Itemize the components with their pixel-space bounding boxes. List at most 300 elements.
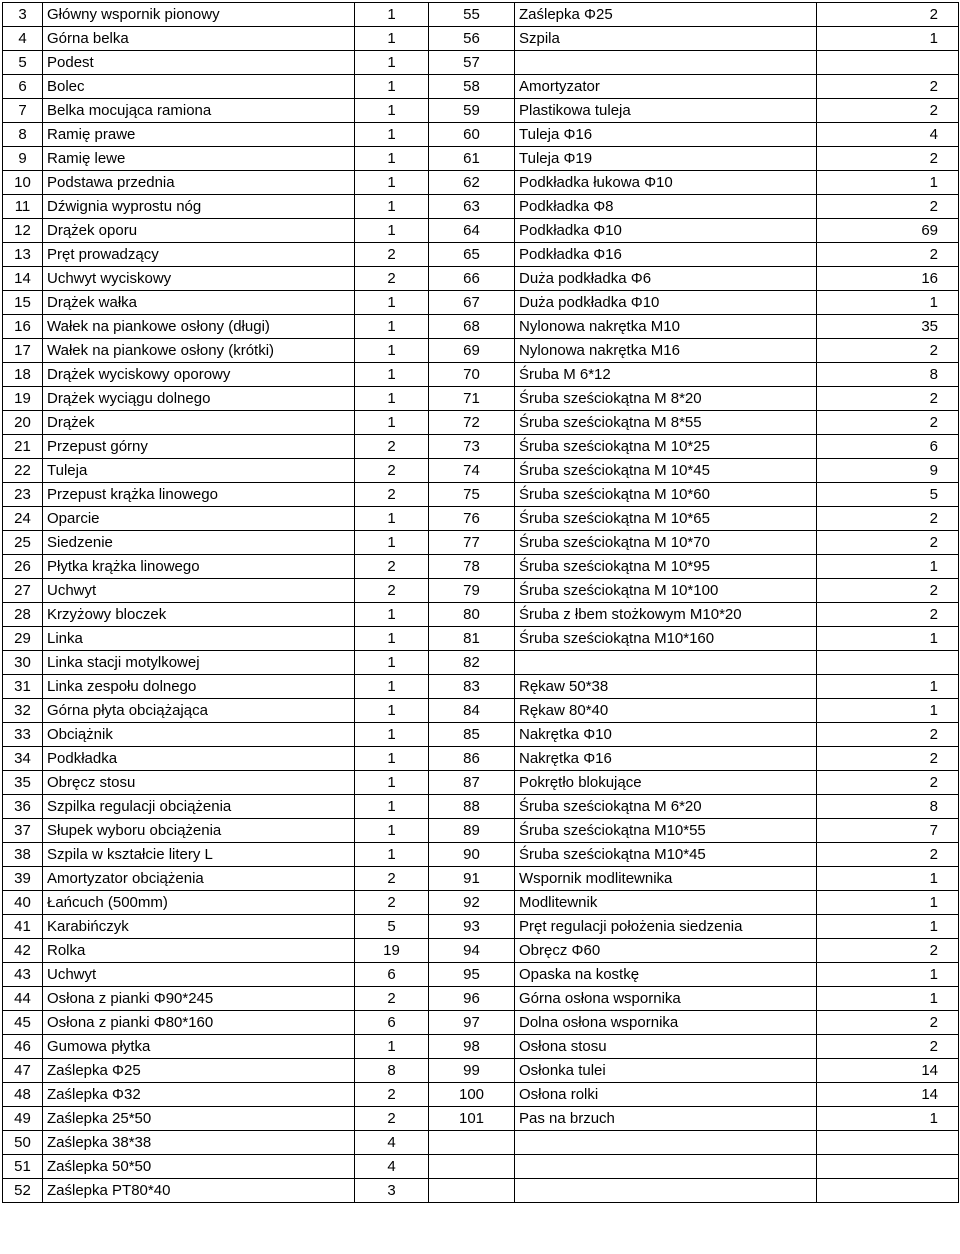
part-number-cell: 60 xyxy=(429,123,515,147)
part-name-cell: Pas na brzuch xyxy=(515,1107,817,1131)
part-name-cell: Krzyżowy bloczek xyxy=(43,603,355,627)
part-number-cell: 76 xyxy=(429,507,515,531)
part-quantity-cell: 2 xyxy=(355,1083,429,1107)
table-row xyxy=(3,459,959,483)
part-quantity-cell: 19 xyxy=(355,939,429,963)
table-row xyxy=(3,555,959,579)
table-row xyxy=(3,99,959,123)
part-quantity-cell: 4 xyxy=(355,1155,429,1179)
table-row xyxy=(3,315,959,339)
part-number-cell: 94 xyxy=(429,939,515,963)
part-number-cell: 85 xyxy=(429,723,515,747)
part-quantity-cell xyxy=(817,651,959,675)
part-name-cell: Bolec xyxy=(43,75,355,99)
part-number-cell: 18 xyxy=(3,363,43,387)
part-name-cell: Śruba sześciokątna M 10*60 xyxy=(515,483,817,507)
part-quantity-cell: 1 xyxy=(817,291,959,315)
part-quantity-cell: 5 xyxy=(355,915,429,939)
part-number-cell: 19 xyxy=(3,387,43,411)
table-row xyxy=(3,507,959,531)
part-number-cell: 63 xyxy=(429,195,515,219)
table-row xyxy=(3,3,959,27)
part-name-cell: Dźwignia wyprostu nóg xyxy=(43,195,355,219)
part-quantity-cell: 1 xyxy=(355,195,429,219)
part-name-cell: Belka mocująca ramiona xyxy=(43,99,355,123)
part-quantity-cell xyxy=(817,1155,959,1179)
part-number-cell: 27 xyxy=(3,579,43,603)
part-quantity-cell: 1 xyxy=(817,915,959,939)
part-quantity-cell: 1 xyxy=(355,315,429,339)
part-quantity-cell: 1 xyxy=(355,27,429,51)
part-name-cell: Płytka krążka linowego xyxy=(43,555,355,579)
part-name-cell: Szpila w kształcie litery L xyxy=(43,843,355,867)
part-name-cell: Nylonowa nakrętka M16 xyxy=(515,339,817,363)
part-name-cell: Zaślepka Φ25 xyxy=(515,3,817,27)
part-number-cell: 99 xyxy=(429,1059,515,1083)
part-number-cell: 9 xyxy=(3,147,43,171)
part-quantity-cell: 1 xyxy=(355,171,429,195)
part-quantity-cell: 1 xyxy=(355,771,429,795)
table-row xyxy=(3,171,959,195)
part-number-cell xyxy=(429,1155,515,1179)
part-name-cell xyxy=(515,1155,817,1179)
part-number-cell: 97 xyxy=(429,1011,515,1035)
part-number-cell: 31 xyxy=(3,675,43,699)
part-number-cell: 55 xyxy=(429,3,515,27)
part-number-cell: 12 xyxy=(3,219,43,243)
part-number-cell: 29 xyxy=(3,627,43,651)
part-number-cell: 83 xyxy=(429,675,515,699)
part-number-cell: 28 xyxy=(3,603,43,627)
part-quantity-cell: 2 xyxy=(355,555,429,579)
part-number-cell: 40 xyxy=(3,891,43,915)
part-name-cell: Przepust krążka linowego xyxy=(43,483,355,507)
part-quantity-cell: 2 xyxy=(817,507,959,531)
part-quantity-cell: 1 xyxy=(355,387,429,411)
table-row xyxy=(3,1035,959,1059)
part-number-cell: 57 xyxy=(429,51,515,75)
table-row xyxy=(3,699,959,723)
table-row xyxy=(3,291,959,315)
part-quantity-cell: 8 xyxy=(817,795,959,819)
part-number-cell: 100 xyxy=(429,1083,515,1107)
table-row xyxy=(3,435,959,459)
part-quantity-cell xyxy=(817,1131,959,1155)
part-quantity-cell: 2 xyxy=(355,267,429,291)
part-number-cell: 93 xyxy=(429,915,515,939)
part-name-cell: Śruba sześciokątna M 10*45 xyxy=(515,459,817,483)
part-quantity-cell: 2 xyxy=(817,1035,959,1059)
part-number-cell: 66 xyxy=(429,267,515,291)
table-row xyxy=(3,1083,959,1107)
table-row xyxy=(3,123,959,147)
part-quantity-cell xyxy=(817,51,959,75)
part-name-cell: Górna osłona wspornika xyxy=(515,987,817,1011)
part-quantity-cell: 1 xyxy=(355,1035,429,1059)
part-number-cell: 64 xyxy=(429,219,515,243)
part-number-cell: 24 xyxy=(3,507,43,531)
part-quantity-cell: 2 xyxy=(355,579,429,603)
table-row xyxy=(3,915,959,939)
part-name-cell: Obciążnik xyxy=(43,723,355,747)
part-name-cell: Duża podkładka Φ10 xyxy=(515,291,817,315)
part-quantity-cell: 2 xyxy=(817,843,959,867)
part-number-cell: 38 xyxy=(3,843,43,867)
part-number-cell: 23 xyxy=(3,483,43,507)
part-quantity-cell: 2 xyxy=(817,243,959,267)
part-quantity-cell: 1 xyxy=(817,627,959,651)
part-name-cell: Zaślepka 25*50 xyxy=(43,1107,355,1131)
part-number-cell: 39 xyxy=(3,867,43,891)
part-number-cell: 95 xyxy=(429,963,515,987)
part-number-cell xyxy=(429,1131,515,1155)
part-name-cell: Śruba sześciokątna M 8*20 xyxy=(515,387,817,411)
part-number-cell: 51 xyxy=(3,1155,43,1179)
part-quantity-cell: 1 xyxy=(355,411,429,435)
part-name-cell: Nakrętka Φ16 xyxy=(515,747,817,771)
part-quantity-cell: 1 xyxy=(355,651,429,675)
part-number-cell: 7 xyxy=(3,99,43,123)
table-row xyxy=(3,603,959,627)
part-number-cell: 6 xyxy=(3,75,43,99)
part-quantity-cell: 2 xyxy=(355,435,429,459)
part-name-cell: Uchwyt xyxy=(43,963,355,987)
part-number-cell: 20 xyxy=(3,411,43,435)
part-name-cell: Podkładka Φ16 xyxy=(515,243,817,267)
part-quantity-cell: 7 xyxy=(817,819,959,843)
part-quantity-cell: 1 xyxy=(355,627,429,651)
part-number-cell: 61 xyxy=(429,147,515,171)
part-quantity-cell: 14 xyxy=(817,1059,959,1083)
part-number-cell: 32 xyxy=(3,699,43,723)
table-row xyxy=(3,147,959,171)
table-row xyxy=(3,747,959,771)
part-name-cell: Szpila xyxy=(515,27,817,51)
part-name-cell: Śruba sześciokątna M 6*20 xyxy=(515,795,817,819)
part-quantity-cell: 1 xyxy=(355,507,429,531)
part-quantity-cell: 2 xyxy=(817,195,959,219)
part-name-cell: Zaślepka Φ32 xyxy=(43,1083,355,1107)
table-row xyxy=(3,1179,959,1203)
part-name-cell: Osłona z pianki Φ80*160 xyxy=(43,1011,355,1035)
part-number-cell: 41 xyxy=(3,915,43,939)
table-row xyxy=(3,387,959,411)
part-name-cell: Pokrętło blokujące xyxy=(515,771,817,795)
part-quantity-cell: 2 xyxy=(355,867,429,891)
part-name-cell: Obręcz Φ60 xyxy=(515,939,817,963)
part-quantity-cell: 6 xyxy=(355,963,429,987)
part-number-cell: 15 xyxy=(3,291,43,315)
part-name-cell: Główny wspornik pionowy xyxy=(43,3,355,27)
parts-list-body xyxy=(3,3,959,1203)
part-name-cell: Linka xyxy=(43,627,355,651)
part-quantity-cell: 2 xyxy=(817,75,959,99)
part-name-cell: Podest xyxy=(43,51,355,75)
table-row xyxy=(3,987,959,1011)
part-name-cell: Wałek na piankowe osłony (długi) xyxy=(43,315,355,339)
part-number-cell: 86 xyxy=(429,747,515,771)
table-row xyxy=(3,195,959,219)
part-number-cell: 65 xyxy=(429,243,515,267)
part-number-cell: 96 xyxy=(429,987,515,1011)
part-quantity-cell: 1 xyxy=(355,123,429,147)
table-row xyxy=(3,219,959,243)
part-quantity-cell: 2 xyxy=(817,531,959,555)
table-row xyxy=(3,1107,959,1131)
part-number-cell: 79 xyxy=(429,579,515,603)
table-row xyxy=(3,675,959,699)
part-number-cell: 98 xyxy=(429,1035,515,1059)
part-quantity-cell: 2 xyxy=(355,243,429,267)
part-number-cell: 62 xyxy=(429,171,515,195)
table-row xyxy=(3,891,959,915)
table-row xyxy=(3,531,959,555)
part-name-cell: Tuleja Φ16 xyxy=(515,123,817,147)
part-number-cell: 37 xyxy=(3,819,43,843)
part-number-cell: 49 xyxy=(3,1107,43,1131)
table-row xyxy=(3,1131,959,1155)
part-quantity-cell: 2 xyxy=(817,939,959,963)
part-quantity-cell: 1 xyxy=(817,963,959,987)
part-quantity-cell: 1 xyxy=(355,675,429,699)
part-quantity-cell: 6 xyxy=(355,1011,429,1035)
part-quantity-cell: 1 xyxy=(355,3,429,27)
part-quantity-cell: 1 xyxy=(817,1107,959,1131)
part-name-cell: Ramię prawe xyxy=(43,123,355,147)
part-name-cell: Podkładka xyxy=(43,747,355,771)
table-row xyxy=(3,579,959,603)
part-name-cell: Obręcz stosu xyxy=(43,771,355,795)
part-name-cell: Tuleja xyxy=(43,459,355,483)
part-quantity-cell: 1 xyxy=(355,363,429,387)
part-name-cell: Śruba z łbem stożkowym M10*20 xyxy=(515,603,817,627)
part-name-cell: Rolka xyxy=(43,939,355,963)
part-name-cell: Podkładka łukowa Φ10 xyxy=(515,171,817,195)
part-quantity-cell xyxy=(817,1179,959,1203)
part-name-cell: Nakrętka Φ10 xyxy=(515,723,817,747)
part-number-cell: 71 xyxy=(429,387,515,411)
part-quantity-cell: 2 xyxy=(817,411,959,435)
part-name-cell: Wspornik modlitewnika xyxy=(515,867,817,891)
part-number-cell: 56 xyxy=(429,27,515,51)
part-name-cell: Podkładka Φ10 xyxy=(515,219,817,243)
part-name-cell: Drążek xyxy=(43,411,355,435)
part-name-cell: Śruba sześciokątna M10*160 xyxy=(515,627,817,651)
part-name-cell: Opaska na kostkę xyxy=(515,963,817,987)
part-quantity-cell: 2 xyxy=(817,603,959,627)
part-name-cell xyxy=(515,51,817,75)
table-row xyxy=(3,963,959,987)
part-quantity-cell: 2 xyxy=(817,723,959,747)
part-quantity-cell: 2 xyxy=(817,99,959,123)
part-number-cell: 25 xyxy=(3,531,43,555)
part-quantity-cell: 1 xyxy=(355,339,429,363)
part-name-cell: Zaślepka Φ25 xyxy=(43,1059,355,1083)
part-number-cell: 33 xyxy=(3,723,43,747)
part-number-cell: 21 xyxy=(3,435,43,459)
table-row xyxy=(3,651,959,675)
part-number-cell: 30 xyxy=(3,651,43,675)
part-name-cell: Podkładka Φ8 xyxy=(515,195,817,219)
part-quantity-cell: 2 xyxy=(817,387,959,411)
part-name-cell: Szpilka regulacji obciążenia xyxy=(43,795,355,819)
part-name-cell: Śruba sześciokątna M10*55 xyxy=(515,819,817,843)
part-quantity-cell: 1 xyxy=(355,795,429,819)
part-quantity-cell: 2 xyxy=(817,339,959,363)
part-quantity-cell: 3 xyxy=(355,1179,429,1203)
part-name-cell: Duża podkładka Φ6 xyxy=(515,267,817,291)
part-number-cell: 82 xyxy=(429,651,515,675)
table-row xyxy=(3,27,959,51)
part-quantity-cell: 1 xyxy=(355,603,429,627)
part-number-cell: 26 xyxy=(3,555,43,579)
part-quantity-cell: 35 xyxy=(817,315,959,339)
table-row xyxy=(3,267,959,291)
part-number-cell: 58 xyxy=(429,75,515,99)
part-name-cell: Osłona rolki xyxy=(515,1083,817,1107)
table-row xyxy=(3,795,959,819)
part-quantity-cell: 8 xyxy=(355,1059,429,1083)
part-name-cell: Linka stacji motylkowej xyxy=(43,651,355,675)
part-quantity-cell: 1 xyxy=(355,51,429,75)
part-quantity-cell: 1 xyxy=(355,99,429,123)
part-quantity-cell: 1 xyxy=(355,819,429,843)
part-name-cell: Zaślepka 38*38 xyxy=(43,1131,355,1155)
table-row xyxy=(3,411,959,435)
part-name-cell: Osłona stosu xyxy=(515,1035,817,1059)
table-row xyxy=(3,339,959,363)
part-name-cell: Dolna osłona wspornika xyxy=(515,1011,817,1035)
part-name-cell: Amortyzator xyxy=(515,75,817,99)
part-name-cell: Śruba sześciokątna M10*45 xyxy=(515,843,817,867)
part-name-cell: Zaślepka 50*50 xyxy=(43,1155,355,1179)
part-number-cell: 44 xyxy=(3,987,43,1011)
part-name-cell: Śruba sześciokątna M 10*70 xyxy=(515,531,817,555)
part-name-cell: Gumowa płytka xyxy=(43,1035,355,1059)
part-name-cell: Drążek wałka xyxy=(43,291,355,315)
part-number-cell: 46 xyxy=(3,1035,43,1059)
part-number-cell: 50 xyxy=(3,1131,43,1155)
table-row xyxy=(3,1059,959,1083)
part-quantity-cell: 1 xyxy=(355,723,429,747)
part-number-cell: 43 xyxy=(3,963,43,987)
part-quantity-cell: 1 xyxy=(355,147,429,171)
part-number-cell: 5 xyxy=(3,51,43,75)
part-quantity-cell: 4 xyxy=(355,1131,429,1155)
table-row xyxy=(3,243,959,267)
part-name-cell: Uchwyt wyciskowy xyxy=(43,267,355,291)
part-name-cell: Siedzenie xyxy=(43,531,355,555)
part-quantity-cell: 2 xyxy=(817,579,959,603)
part-quantity-cell: 1 xyxy=(817,555,959,579)
part-name-cell: Śruba sześciokątna M 10*65 xyxy=(515,507,817,531)
table-row xyxy=(3,843,959,867)
part-number-cell: 81 xyxy=(429,627,515,651)
part-number-cell: 16 xyxy=(3,315,43,339)
part-name-cell: Wałek na piankowe osłony (krótki) xyxy=(43,339,355,363)
part-name-cell: Śruba sześciokątna M 10*25 xyxy=(515,435,817,459)
part-name-cell: Uchwyt xyxy=(43,579,355,603)
part-quantity-cell: 1 xyxy=(355,219,429,243)
part-quantity-cell: 14 xyxy=(817,1083,959,1107)
part-number-cell: 89 xyxy=(429,819,515,843)
part-number-cell: 84 xyxy=(429,699,515,723)
part-number-cell: 52 xyxy=(3,1179,43,1203)
table-row xyxy=(3,1011,959,1035)
part-number-cell: 67 xyxy=(429,291,515,315)
part-number-cell: 59 xyxy=(429,99,515,123)
part-number-cell: 4 xyxy=(3,27,43,51)
part-number-cell: 17 xyxy=(3,339,43,363)
part-name-cell: Drążek oporu xyxy=(43,219,355,243)
part-number-cell: 48 xyxy=(3,1083,43,1107)
table-row xyxy=(3,723,959,747)
part-quantity-cell: 2 xyxy=(817,747,959,771)
parts-list-table xyxy=(2,2,959,1203)
part-quantity-cell: 1 xyxy=(355,699,429,723)
part-quantity-cell: 2 xyxy=(355,459,429,483)
part-quantity-cell: 8 xyxy=(817,363,959,387)
part-quantity-cell: 2 xyxy=(355,1107,429,1131)
table-row xyxy=(3,627,959,651)
table-row xyxy=(3,483,959,507)
table-row xyxy=(3,771,959,795)
part-name-cell: Modlitewnik xyxy=(515,891,817,915)
table-row xyxy=(3,363,959,387)
part-number-cell: 77 xyxy=(429,531,515,555)
part-number-cell: 35 xyxy=(3,771,43,795)
part-name-cell: Ramię lewe xyxy=(43,147,355,171)
part-quantity-cell: 2 xyxy=(355,483,429,507)
part-number-cell: 47 xyxy=(3,1059,43,1083)
part-number-cell: 74 xyxy=(429,459,515,483)
part-name-cell: Rękaw 50*38 xyxy=(515,675,817,699)
part-quantity-cell: 9 xyxy=(817,459,959,483)
part-number-cell: 80 xyxy=(429,603,515,627)
part-name-cell: Śruba sześciokątna M 10*100 xyxy=(515,579,817,603)
part-number-cell: 11 xyxy=(3,195,43,219)
part-number-cell: 70 xyxy=(429,363,515,387)
table-row xyxy=(3,819,959,843)
part-name-cell: Tuleja Φ19 xyxy=(515,147,817,171)
part-name-cell: Osłonka tulei xyxy=(515,1059,817,1083)
part-name-cell: Oparcie xyxy=(43,507,355,531)
part-name-cell: Słupek wyboru obciążenia xyxy=(43,819,355,843)
part-name-cell: Podstawa przednia xyxy=(43,171,355,195)
part-number-cell: 42 xyxy=(3,939,43,963)
part-number-cell: 13 xyxy=(3,243,43,267)
part-quantity-cell: 2 xyxy=(817,147,959,171)
part-name-cell: Rękaw 80*40 xyxy=(515,699,817,723)
part-name-cell: Pręt prowadzący xyxy=(43,243,355,267)
part-number-cell: 73 xyxy=(429,435,515,459)
part-quantity-cell: 1 xyxy=(817,867,959,891)
part-quantity-cell: 1 xyxy=(355,75,429,99)
part-quantity-cell: 1 xyxy=(817,699,959,723)
part-number-cell: 3 xyxy=(3,3,43,27)
part-number-cell: 8 xyxy=(3,123,43,147)
table-row xyxy=(3,75,959,99)
part-quantity-cell: 2 xyxy=(817,1011,959,1035)
part-quantity-cell: 1 xyxy=(817,675,959,699)
part-number-cell: 75 xyxy=(429,483,515,507)
part-name-cell: Osłona z pianki Φ90*245 xyxy=(43,987,355,1011)
part-quantity-cell: 1 xyxy=(817,987,959,1011)
part-number-cell: 101 xyxy=(429,1107,515,1131)
part-quantity-cell: 1 xyxy=(355,747,429,771)
part-number-cell: 87 xyxy=(429,771,515,795)
part-name-cell: Górna płyta obciążająca xyxy=(43,699,355,723)
